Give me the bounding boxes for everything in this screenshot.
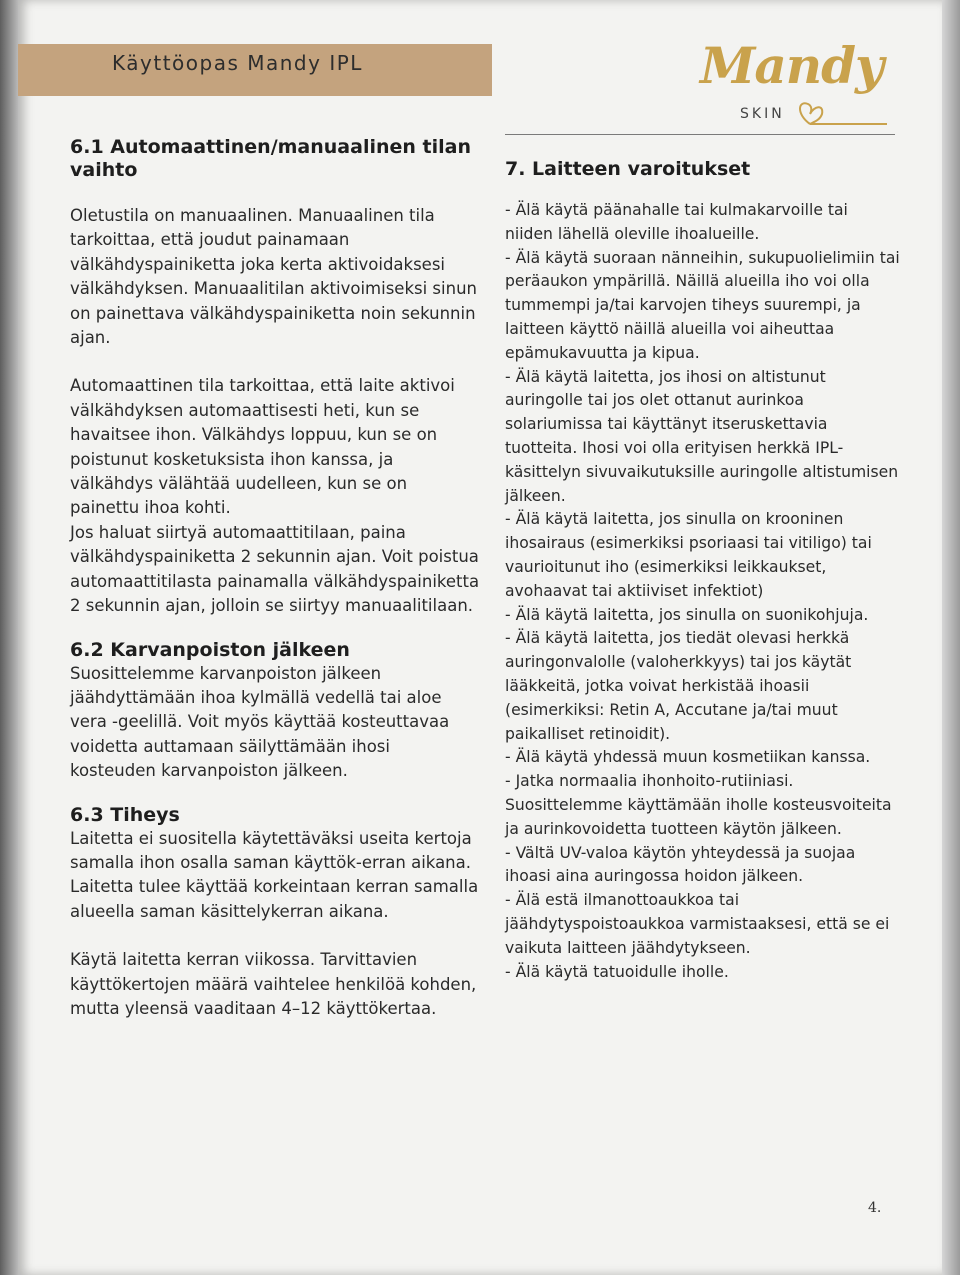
- section-7-heading: 7. Laitteen varoitukset: [505, 158, 751, 180]
- warning-item-7: - Älä käytä yhdessä muun kosmetiikan kanssa.: [505, 748, 871, 767]
- warning-item-3: - Älä käytä laitetta, jos ihosi on altistunut auringolle tai jos olet ottanut aurinkoa solariumissa tai käyttänyt itseruskettavia tuotteita. Ihosi voi olla erityisen herkkä IPL-käsittelyn sivuvaikutuksille auringolle altistumisen jälkeen.: [505, 367, 899, 505]
- logo-skin-text: SKIN: [740, 106, 785, 122]
- section-6-3-heading: 6.3 Tiheys: [70, 803, 180, 826]
- warning-item-9: - Vältä UV-valoa käytön yhteydessä ja suojaa ihoasi aina auringossa hoidon jälkeen.: [505, 843, 856, 886]
- book-binding-shadow: [0, 0, 18, 1275]
- warning-item-5: - Älä käytä laitetta, jos sinulla on suonikohjuja.: [505, 605, 869, 624]
- warning-item-11: - Älä käytä tatuoidulle iholle.: [505, 962, 729, 981]
- warning-item-8: - Jatka normaalia ihonhoito-rutiiniasi. Suosittelemme käyttämään iholle kosteusvoiteita ja aurinkovoidetta tuotteen käytön jälkeen.: [505, 772, 892, 838]
- section-6-3: [70, 804, 480, 1022]
- warning-item-10: - Älä estä ilmanottoaukkoa tai jäähdytyspoistoaukkoa varmistaaksesi, että se ei vaikuta laitteen jäähdytykseen.: [505, 891, 890, 957]
- page-edge: [942, 0, 960, 1275]
- section-6-1-paragraph-1: Oletustila on manuaalinen. Manuaalinen tila tarkoittaa, että joudut painamaan välkähdyspainiketta joka kerta aktivoidaksesi välkähdyksen. Manuaalitilan aktivoimiseksi sinun on painettava välkähdyspainiketta noin sekunnin ajan.: [70, 206, 477, 348]
- warning-item-1: - Älä käytä päänahalle tai kulmakarvoille tai niiden lähellä oleville ihoalueille.: [505, 201, 848, 243]
- section-6-1-heading: 6.1 Automaattinen/manuaalinen tilan vaihto: [70, 136, 471, 181]
- warning-item-6: - Älä käytä laitetta, jos tiedät olevasi herkkä auringonvalolle (valoherkkyys) tai jos käytät lääkkeitä, jotka voivat herkistää ihoasii (esimerkiksi: Retin A, Accutane ja/tai muut paikalliset retinoidit).: [505, 629, 852, 743]
- heart-icon: [792, 94, 892, 130]
- section-6-1-paragraph-2: Automaattinen tila tarkoittaa, että laite aktivoi välkähdyksen automaattisesti heti, kun se havaitsee ihon. Välkähdys loppuu, kun se on poistunut kosketuksista ihon kanssa, ja välkähdys välähtää uudelleen, kun se on painettu ihoa kohti.: [70, 376, 455, 518]
- section-6-1-paragraph-3: Jos haluat siirtyä automaattitilaan, paina välkähdyspainiketta 2 sekunnin ajan. Voit poistua automaattitilasta painamalla välkähdyspainiketta 2 sekunnin ajan, jolloin se siirtyy manuaalitilaan.: [70, 522, 480, 616]
- logo-script-text: Mandy: [700, 36, 884, 95]
- section-6-2: [70, 639, 480, 784]
- warning-item-2: - Älä käytä suoraan nänneihin, sukupuolielimiin tai peräaukon ympärillä. Näillä alueilla iho voi olla tummempi ja/tai karvojen tiheys suurempi, ja laitteen käyttö näillä alueilla voi aiheuttaa epämukavuutta ja kipua.: [505, 248, 900, 362]
- header-divider: [505, 134, 895, 135]
- manual-title: Käyttöopas Mandy IPL: [112, 51, 363, 75]
- section-6-2-paragraph: Suosittelemme karvanpoiston jälkeen jäähdyttämään ihoa kylmällä vedellä tai aloe vera -geelillä. Voit myös käyttää kosteuttavaa voidetta auttamaan säilyttämään ihosi kosteuden karvanpoiston jälkeen.: [70, 663, 450, 781]
- warning-item-4: - Älä käytä laitetta, jos sinulla on krooninen ihosairaus (esimerkiksi psoriaasi tai vitiligo) tai vaurioitunut iho (esimerkiksi leikkaukset, avohaavat tai aktiiviset infektiot): [505, 510, 872, 600]
- right-column: [505, 158, 900, 984]
- section-6-2-heading: 6.2 Karvanpoiston jälkeen: [70, 638, 350, 661]
- mandy-skin-logo: [700, 36, 900, 128]
- section-6-1: [70, 136, 480, 619]
- section-6-3-paragraph-2: Käytä laitetta kerran viikossa. Tarvittavien käyttökertojen määrä vaihtelee henkilöä kohden, mutta yleensä vaaditaan 4–12 käyttökertaa.: [70, 950, 477, 1018]
- left-column: [70, 136, 480, 1021]
- section-6-3-paragraph-1: Laitetta ei suositella käytettäväksi useita kertoja samalla ihon osalla saman käyttök-erran aikana. Laitetta tulee käyttää korkeintaan kerran samalla alueella saman käsittelykerran aikana.: [70, 828, 479, 921]
- page-number: 4.: [868, 1200, 882, 1216]
